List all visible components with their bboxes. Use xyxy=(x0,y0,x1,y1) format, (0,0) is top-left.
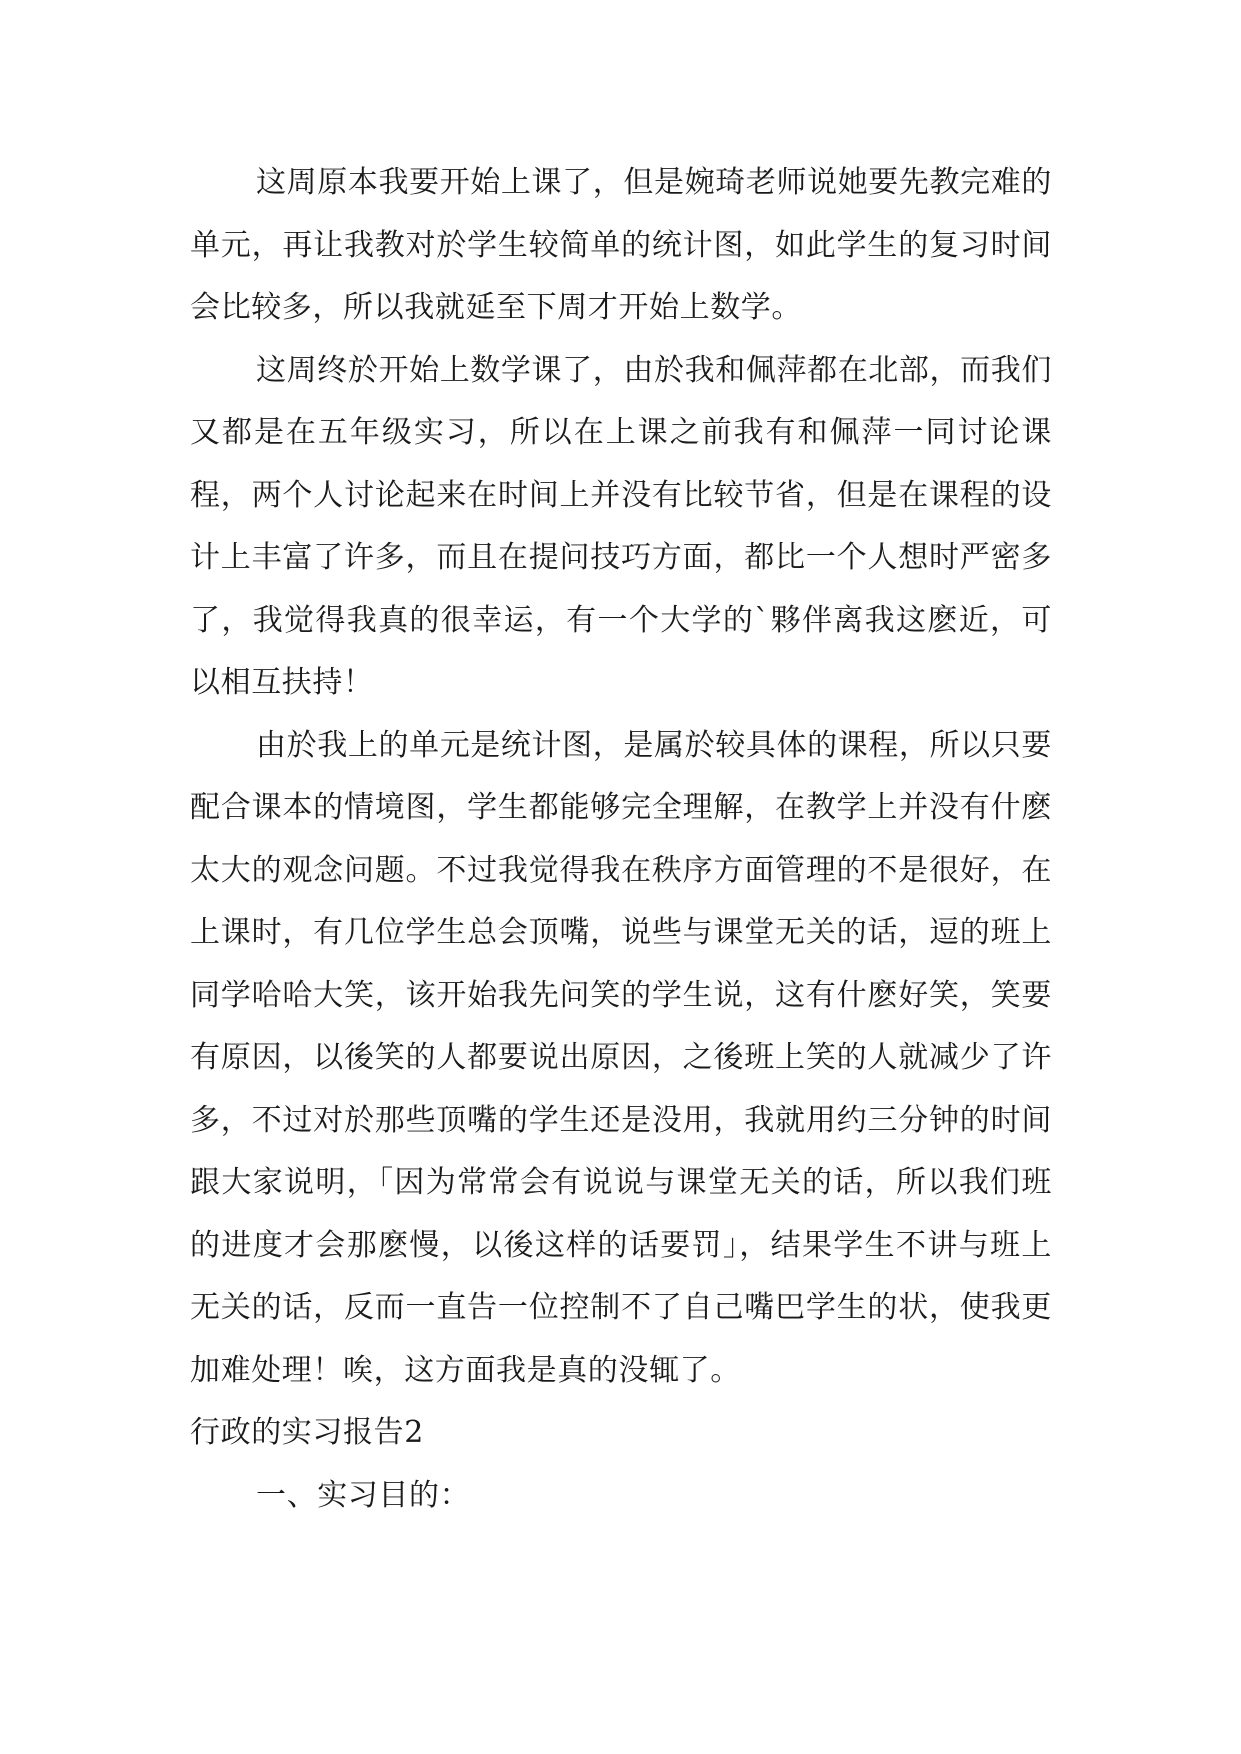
subsection-title: 一、实习目的： xyxy=(256,1477,471,1513)
section-title: 行政的实习报告2 xyxy=(190,1415,424,1450)
paragraph-3: 由於我上的单元是统计图，是属於较具体的课程，所以只要配合课本的情境图，学生都能够完全理解，在教学上并没有什麽太大的观念问题。不过我觉得我在秩序方面管理的不是很好，在上课时，有几位学生总会顶嘴，说些与课堂无关的话，逗的班上同学哈哈大笑，该开始我先问笑的学生说，这有什麽好笑，笑要有原因，以後笑的人都要说出原因，之後班上笑的人就减少了许多，不过对於那些顶嘴的学生还是没用，我就用约三分钟的时间跟大家说明，「因为常常会有说说与课堂无关的话，所以我们班的进度才会那麽慢，以後这样的话要罚」，结果学生不讲与班上无关的话，反而一直告一位控制不了自己嘴巴学生的状，使我更加难处理！唉，这方面我是真的没辄了。 xyxy=(190,727,1052,1388)
document-page xyxy=(190,152,1052,1527)
paragraph-2: 这周终於开始上数学课了，由於我和佩萍都在北部，而我们又都是在五年级实习，所以在上课之前我有和佩萍一同讨论课程，两个人讨论起来在时间上并没有比较节省，但是在课程的设计上丰富了许多，而且在提问技巧方面，都比一个人想时严密多了，我觉得我真的很幸运，有一个大学的`夥伴离我这麽近，可以相互扶持！ xyxy=(190,352,1052,700)
paragraph-1: 这周原本我要开始上课了，但是婉琦老师说她要先教完难的单元，再让我教对於学生较简单的统计图，如此学生的复习时间会比较多，所以我就延至下周才开始上数学。 xyxy=(190,165,1052,325)
